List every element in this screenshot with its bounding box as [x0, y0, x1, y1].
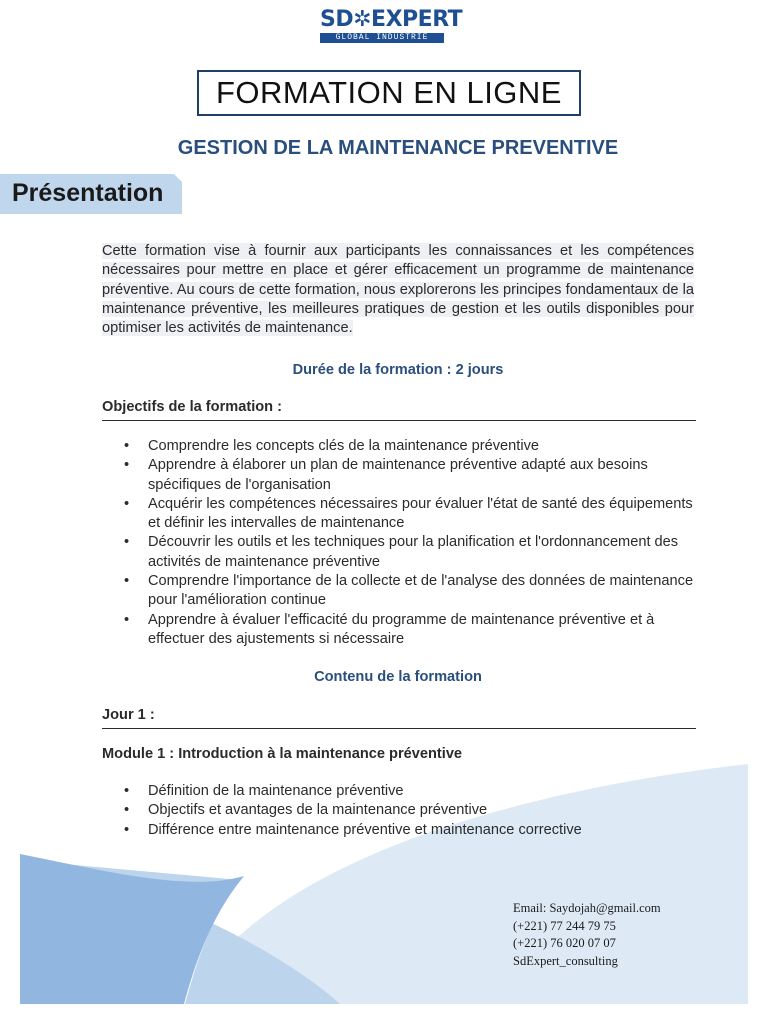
- logo-brand-rest: EXPERT: [371, 7, 463, 32]
- list-item: [124, 495, 694, 534]
- day1-heading: Jour 1 :: [102, 707, 155, 723]
- bullet-icon: •: [124, 802, 130, 819]
- list-item-text: Apprendre à évaluer l'efficacité du programme de maintenance préventive et à effectuer des ajustements si nécessaire: [148, 611, 655, 647]
- objectives-divider: [102, 420, 696, 421]
- bullet-icon: •: [124, 457, 130, 474]
- logo-tagline: GLOBAL INDUSTRIE: [320, 33, 444, 43]
- objectives-heading: Objectifs de la formation :: [102, 399, 283, 415]
- list-item: [124, 437, 694, 456]
- list-item: [124, 801, 694, 820]
- list-item: [124, 572, 694, 611]
- list-item-text: Comprendre l'importance de la collecte et de l'analyse des données de maintenance pour l'amélioration continue: [148, 573, 694, 609]
- day1-divider: [102, 728, 696, 729]
- content-title: Contenu de la formation: [314, 669, 482, 685]
- bullet-icon: •: [124, 783, 130, 799]
- logo-brand: SD: [320, 7, 354, 32]
- section-tab-presentation: [0, 174, 182, 214]
- list-item-text: Définition de la maintenance préventive: [148, 783, 404, 799]
- contact-company: SdExpert_consulting: [513, 953, 618, 968]
- list-item-text: Comprendre les concepts clés de la maintenance préventive: [148, 438, 540, 454]
- intro-text: Cette formation vise à fournir aux participants les connaissances et les compétences nécessaires pour mettre en place et gérer efficacement un programme de maintenance préventive. Au cours de cette formation, nous explorerons les principes fondamentaux de la maintenance préventive, les meilleures pratiques de gestion et les outils disponibles pour optimiser les activités de maintenance.: [102, 243, 694, 337]
- list-item-text: Découvrir les outils et les techniques pour la planification et l'ordonnancement des activités de maintenance préventive: [148, 534, 679, 570]
- module1-title: Module 1 : Introduction à la maintenance préventive: [102, 746, 463, 762]
- list-item-text: Acquérir les compétences nécessaires pour évaluer l'état de santé des équipements et définir les intervalles de maintenance: [148, 495, 693, 532]
- logo-wordmark: [320, 7, 463, 32]
- list-item-text: Apprendre à élaborer un plan de maintenance préventive adapté aux besoins spécifiques de l'organisation: [148, 457, 648, 493]
- company-logo: [320, 7, 463, 44]
- tab-corner: [174, 174, 182, 182]
- list-item-text: Différence entre maintenance préventive et maintenance corrective: [148, 821, 582, 838]
- objectives-list: [124, 437, 694, 649]
- bullet-icon: •: [124, 821, 130, 838]
- bullet-icon: •: [124, 495, 130, 512]
- contact-phone-1: (+221) 77 244 79 75: [513, 918, 616, 933]
- page-title: FORMATION EN LIGNE: [197, 70, 581, 116]
- list-item-text: Objectifs et avantages de la maintenance préventive: [148, 802, 488, 819]
- module1-list: [124, 782, 694, 840]
- bullet-icon: •: [124, 611, 130, 628]
- list-item: [124, 611, 694, 650]
- bullet-icon: •: [124, 534, 130, 551]
- bullet-icon: •: [124, 573, 130, 590]
- duration-text: Durée de la formation : 2 jours: [292, 362, 504, 378]
- bullet-icon: •: [124, 438, 130, 454]
- page-subtitle: GESTION DE LA MAINTENANCE PREVENTIVE: [177, 137, 619, 159]
- list-item: [124, 456, 694, 495]
- section-tab-label: Présentation: [12, 179, 164, 207]
- contact-block: [513, 900, 661, 970]
- intro-paragraph: [102, 242, 694, 338]
- list-item: [124, 821, 694, 840]
- contact-email: Email: Saydojah@gmail.com: [513, 901, 661, 915]
- list-item: [124, 533, 694, 572]
- gear-icon: ✲: [353, 7, 372, 32]
- list-item: [124, 782, 694, 801]
- contact-phone-2: (+221) 76 020 07 07: [513, 936, 616, 950]
